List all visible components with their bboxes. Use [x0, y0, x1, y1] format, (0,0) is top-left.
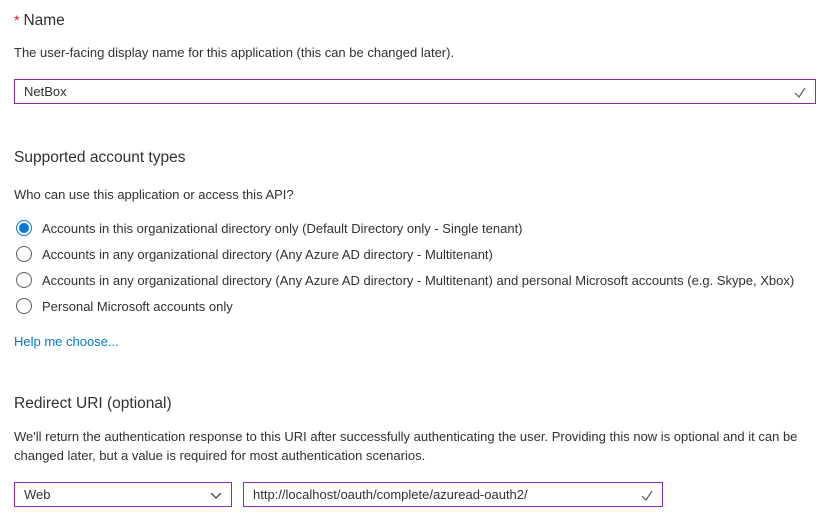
- radio-option-label: Personal Microsoft accounts only: [42, 298, 233, 314]
- checkmark-icon: [792, 84, 808, 100]
- name-title-text: Name: [23, 12, 65, 29]
- radio-button-icon[interactable]: [16, 272, 32, 288]
- name-section-title: [14, 10, 816, 31]
- platform-select[interactable]: [14, 482, 232, 507]
- help-me-choose-link[interactable]: Help me choose...: [14, 334, 119, 349]
- redirect-uri-controls: [14, 482, 816, 507]
- supported-account-types-section: [14, 148, 816, 351]
- platform-select-value: Web: [24, 487, 51, 502]
- required-marker: *: [14, 12, 20, 28]
- radio-option-personal-only[interactable]: [14, 293, 816, 319]
- radio-option-multitenant[interactable]: [14, 241, 816, 267]
- radio-option-multitenant-personal[interactable]: [14, 267, 816, 293]
- account-types-title: Supported account types: [14, 149, 186, 166]
- app-name-field-container: [14, 79, 816, 104]
- radio-button-icon[interactable]: [16, 298, 32, 314]
- app-name-input[interactable]: [15, 80, 815, 103]
- redirect-uri-section: [14, 394, 816, 507]
- account-types-question: Who can use this application or access this API?: [14, 187, 294, 202]
- radio-option-label: Accounts in any organizational directory (Any Azure AD directory - Multitenant): [42, 246, 493, 262]
- radio-button-icon[interactable]: [16, 220, 32, 236]
- radio-option-label: Accounts in any organizational directory (Any Azure AD directory - Multitenant) and personal Microsoft accounts (e.g. Skype, Xbox): [42, 272, 795, 288]
- radio-button-icon[interactable]: [16, 246, 32, 262]
- name-description: The user-facing display name for this application (this can be changed later).: [14, 45, 455, 60]
- checkmark-icon: [639, 487, 655, 503]
- redirect-uri-field-container: [243, 482, 663, 507]
- radio-option-single-tenant[interactable]: [14, 215, 816, 241]
- name-section: [14, 10, 816, 104]
- redirect-uri-description: We'll return the authentication response to this URI after successfully authenticating the user. Providing this now is optional and it can be changed later, but a value is required for most authentication scenarios.: [14, 429, 798, 463]
- radio-option-label: Accounts in this organizational directory only (Default Directory only - Single tenant): [42, 220, 523, 236]
- chevron-down-icon: [208, 487, 224, 503]
- redirect-uri-title: Redirect URI (optional): [14, 395, 172, 412]
- redirect-uri-input[interactable]: [244, 483, 662, 506]
- account-types-radio-group: [14, 215, 816, 319]
